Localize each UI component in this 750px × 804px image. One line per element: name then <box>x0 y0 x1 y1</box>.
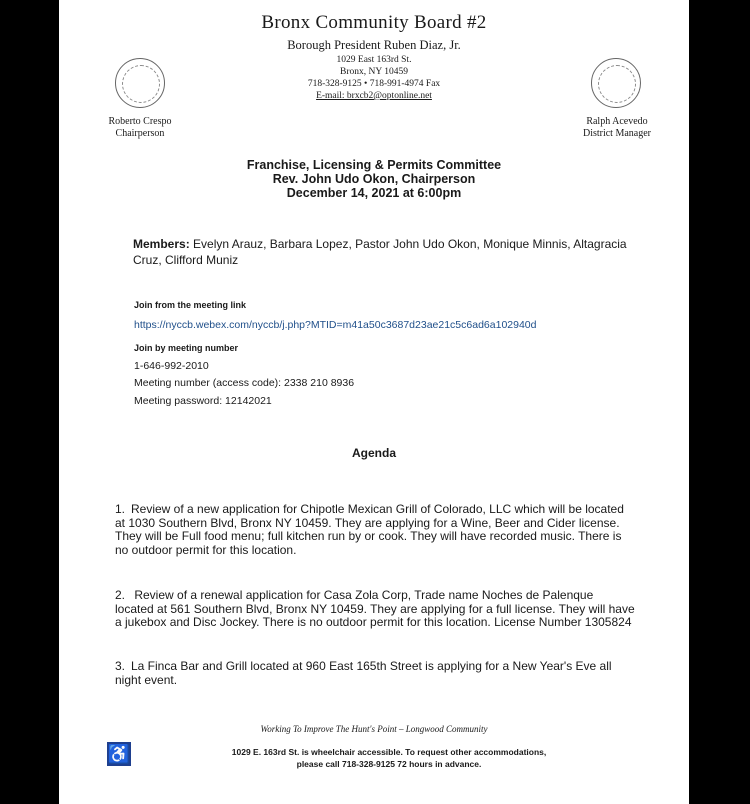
agenda-item-number: 2. <box>115 588 126 602</box>
district-manager-title: District Manager <box>582 128 652 139</box>
agenda-item <box>115 503 635 557</box>
agenda-item-number: 3. <box>115 659 126 673</box>
join-link-label: Join from the meeting link <box>134 300 247 310</box>
meeting-password: Meeting password: 12142021 <box>134 395 272 407</box>
document-page <box>59 0 689 804</box>
members-list: Evelyn Arauz, Barbara Lopez, Pastor John Udo Okon, Monique Minnis, Altagracia Cruz, Clifford Muniz <box>133 237 627 267</box>
members-section <box>133 236 633 268</box>
committee-name: Franchise, Licensing & Permits Committee <box>246 158 502 172</box>
borough-president: Borough President Ruben Diaz, Jr. <box>287 38 461 52</box>
phone-fax: 718-328-9125 • 718-991-4974 Fax <box>307 79 441 89</box>
agenda-item-text: La Finca Bar and Grill located at 960 East 165th Street is applying for a New Year's Eve all night event. <box>115 659 612 687</box>
agenda-item-number: 1. <box>115 502 126 516</box>
agenda-item <box>115 660 635 687</box>
join-number-label: Join by meeting number <box>134 343 239 353</box>
wheelchair-icon: ♿ <box>107 744 131 764</box>
address-line-2: Bronx, NY 10459 <box>340 67 408 77</box>
committee-chair: Rev. John Udo Okon, Chairperson <box>272 172 476 186</box>
meeting-phone: 1-646-992-2010 <box>134 360 209 372</box>
meeting-date: December 14, 2021 at 6:00pm <box>286 186 462 200</box>
nyc-seal-left <box>115 58 165 108</box>
agenda-item <box>115 589 635 630</box>
district-manager-name: Ralph Acevedo <box>586 116 648 127</box>
footer-motto: Working To Improve The Hunt's Point – Longwood Community <box>260 724 488 734</box>
chairperson-title: Chairperson <box>115 128 165 139</box>
borough-seal-right <box>591 58 641 108</box>
agenda-item-text: Review of a renewal application for Casa Zola Corp, Trade name Noches de Palenque located at 561 Southern Blvd, Bronx NY 10459. They are applying for a full license. They will have a jukebox and Disc Jockey. There is no outdoor permit for this location. License Number 1305824 <box>115 588 635 629</box>
agenda-item-text: Review of a new application for Chipotle Mexican Grill of Colorado, LLC which will be located at 1030 Southern Blvd, Bronx NY 10459. They are applying for a Wine, Beer and Cider license. They will be Full food menu; full kitchen run by or cook. They will have recorded music. There is no outdoor permit for this location. <box>115 502 624 557</box>
meeting-link[interactable]: https://nyccb.webex.com/nyccb/j.php?MTID=m41a50c3687d23ae21c5c6ad6a102940d <box>134 319 537 331</box>
meeting-number: Meeting number (access code): 2338 210 8936 <box>134 377 355 389</box>
accessibility-line-2: please call 718-328-9125 72 hours in advance. <box>296 759 482 769</box>
email-link[interactable]: E-mail: brxcb2@optonline.net <box>316 91 432 101</box>
board-title: Bronx Community Board #2 <box>261 12 487 33</box>
accessibility-line-1: 1029 E. 163rd St. is wheelchair accessible. To request other accommodations, <box>231 747 547 757</box>
address-line-1: 1029 East 163rd St. <box>336 55 412 65</box>
chairperson-name: Roberto Crespo <box>108 116 172 127</box>
members-label: Members: <box>133 237 190 251</box>
agenda-title: Agenda <box>351 446 396 460</box>
